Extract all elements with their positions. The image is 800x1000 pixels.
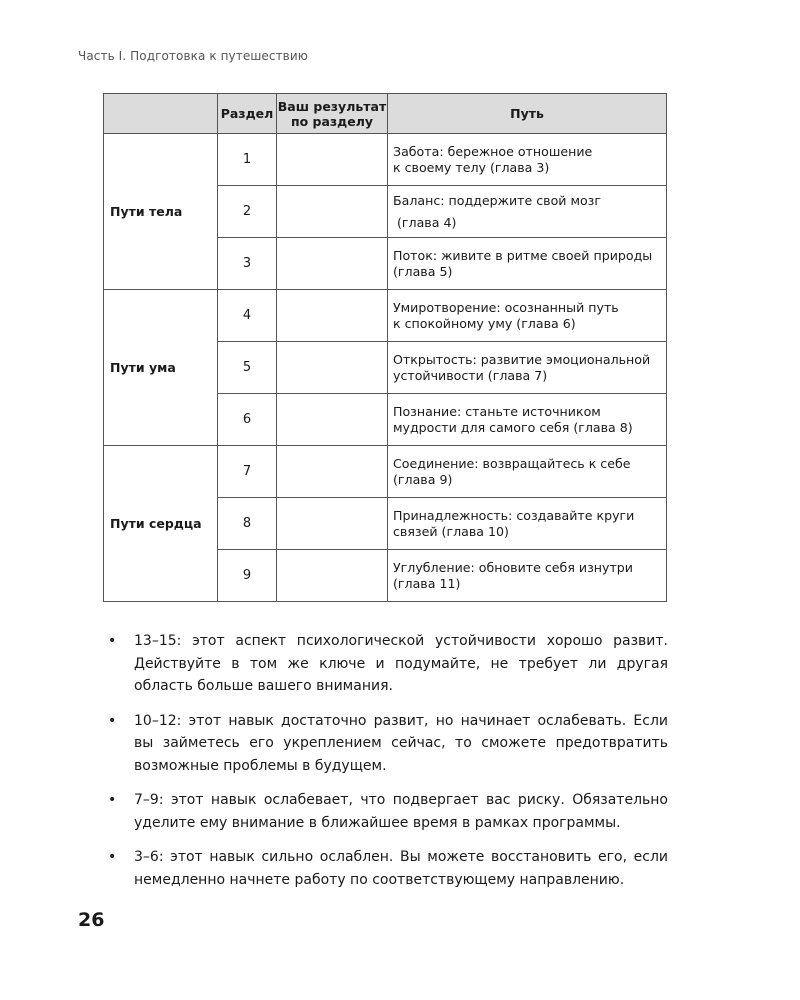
- legend-text: 7–9: этот навык ослабевает, что подвергает вас риску. Обязательно уделите ему внимание в ближайшее время в рамках программы.: [134, 792, 668, 831]
- path-cell: [388, 498, 667, 550]
- table-row: [104, 134, 667, 186]
- section-number: 1: [218, 134, 277, 186]
- group-label-body: Пути тела: [104, 134, 218, 290]
- bullet-icon: •: [108, 849, 117, 865]
- paths-table: [103, 93, 667, 602]
- result-cell[interactable]: [277, 342, 388, 394]
- path-line: Соединение: возвращайтесь к себе: [393, 456, 631, 471]
- group-label-mind: Пути ума: [104, 290, 218, 446]
- result-cell[interactable]: [277, 550, 388, 602]
- path-line: Забота: бережное отношение: [393, 144, 593, 159]
- path-line: связей (глава 10): [393, 523, 509, 539]
- path-line: устойчивости (глава 7): [393, 367, 548, 383]
- path-cell: [388, 290, 667, 342]
- path-line: (глава 5): [393, 263, 453, 279]
- header-group: [104, 94, 218, 134]
- bullet-icon: •: [108, 712, 117, 729]
- header-result: [277, 94, 388, 134]
- result-cell[interactable]: [277, 238, 388, 290]
- section-number: 3: [218, 238, 277, 290]
- legend-item: [108, 710, 668, 778]
- section-number: 7: [218, 446, 277, 498]
- path-cell: [388, 394, 667, 446]
- score-legend-list: [108, 630, 668, 903]
- path-line: (глава 11): [393, 575, 461, 591]
- legend-text: 10–12: этот навык достаточно развит, но начинает ослабевать. Если вы займетесь его укреплением сейчас, то сможете предотвратить возможные проблемы в будущем.: [134, 712, 668, 774]
- path-line: к спокойному уму (глава 6): [393, 315, 576, 331]
- table-row: [104, 290, 667, 342]
- header-result-line2: по разделу: [290, 113, 374, 129]
- section-number: 4: [218, 290, 277, 342]
- path-cell: [388, 342, 667, 394]
- path-line: Поток: живите в ритме своей природы: [393, 248, 653, 263]
- path-line: (глава 9): [393, 471, 453, 487]
- path-line: к своему телу (глава 3): [393, 159, 550, 175]
- path-cell: [388, 550, 667, 602]
- path-line: Открытость: развитие эмоциональной: [393, 352, 651, 367]
- path-cell: [388, 446, 667, 498]
- result-cell[interactable]: [277, 186, 388, 238]
- running-head: Часть I. Подготовка к путешествию: [78, 49, 308, 63]
- path-line: Умиротворение: осознанный путь: [393, 300, 619, 315]
- bullet-icon: •: [108, 633, 117, 649]
- result-cell[interactable]: [277, 394, 388, 446]
- section-number: 2: [218, 186, 277, 238]
- legend-text: 3–6: этот навык сильно ослаблен. Вы можете восстановить его, если немедленно начнете работу по соответствующему направлению.: [134, 849, 668, 888]
- header-section: Раздел: [218, 94, 277, 134]
- legend-item: [108, 789, 668, 834]
- result-cell[interactable]: [277, 290, 388, 342]
- table-header-row: [104, 94, 667, 134]
- result-cell[interactable]: [277, 134, 388, 186]
- section-number: 8: [218, 498, 277, 550]
- result-cell[interactable]: [277, 498, 388, 550]
- path-line: Углубление: обновите себя изнутри: [393, 560, 633, 575]
- header-result-line1: Ваш результат: [277, 98, 387, 114]
- path-cell: [388, 186, 667, 238]
- section-number: 6: [218, 394, 277, 446]
- header-path: Путь: [388, 94, 667, 134]
- legend-item: [108, 846, 668, 891]
- path-line: (глава 4): [393, 214, 457, 230]
- bullet-icon: •: [108, 792, 117, 808]
- legend-text: 13–15: этот аспект психологической устойчивости хорошо развит. Действуйте в том же ключе и подумайте, не требует ли другая область больше вашего внимания.: [134, 633, 668, 694]
- page-number: 26: [78, 909, 105, 931]
- table-row: [104, 446, 667, 498]
- path-cell: [388, 238, 667, 290]
- path-line: мудрости для самого себя (глава 8): [393, 419, 633, 435]
- path-line: Баланс: поддержите свой мозг: [393, 193, 601, 208]
- path-cell: [388, 134, 667, 186]
- path-line: Познание: станьте источником: [393, 404, 601, 419]
- section-number: 9: [218, 550, 277, 602]
- section-number: 5: [218, 342, 277, 394]
- group-label-heart: Пути сердца: [104, 446, 218, 602]
- legend-item: [108, 630, 668, 698]
- result-cell[interactable]: [277, 446, 388, 498]
- path-line: Принадлежность: создавайте круги: [393, 508, 635, 523]
